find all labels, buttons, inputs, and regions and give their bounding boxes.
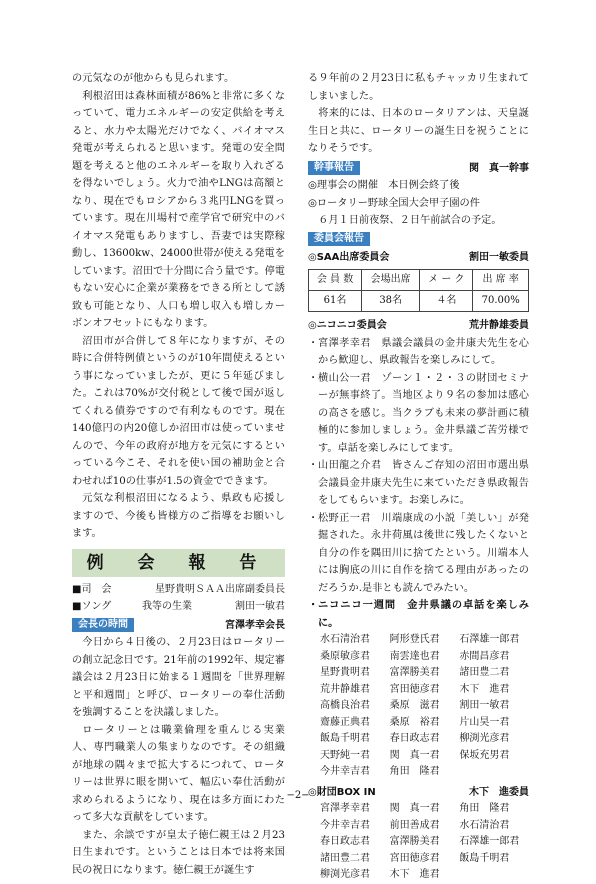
member-name: 富澤勝美君	[389, 667, 440, 678]
niko-item: 宮澤孝幸君 県議会議員の金井康夫先生を心から歓迎し、県政報告を楽しみにして。	[318, 337, 529, 366]
member-name: 荒井静雄君	[320, 683, 370, 695]
secretary-header	[308, 160, 529, 178]
member-name: 今井幸吉君	[320, 766, 370, 777]
secretary-item: ◎理事会の開催 本日例会終了後	[308, 180, 460, 191]
member-name: 石澤雄一郎君	[459, 836, 520, 847]
member-name: 星野貴明君	[320, 667, 370, 678]
table-header: 出 席 率	[473, 270, 529, 291]
niko-name: 荒井静雄委員	[469, 320, 529, 331]
member-name: 割田一敏君	[459, 700, 510, 711]
member-name: 片山昊一君	[459, 716, 510, 728]
member-name: 木下 進君	[389, 869, 440, 880]
committee-header	[308, 232, 529, 246]
box-name-grid	[308, 801, 529, 884]
member-name: 阿形登氏君	[389, 634, 440, 645]
member-name: 水石清治君	[320, 634, 370, 645]
paragraph: 利根沼田は森林面積が86%と非常に多くなっていて、電力エネルギーの安定供給を考えると、水力や太陽光だけでなく、バイオマス発電が考えられると思います。発電の安全問題を考えると他のエネルギーを取り入れざるを得ないでしょう。火力で油やLNGは高額となり、現在でもロシアから３兆円LNGを買っています。現在川場村で産学官で研究中のバイオマス発電もありますし、吾妻では実際稼動し、13600kw、24000世帯が使える発電をしています。沼田で十分間に合う量です。停電もない安心に企業が業務をできる所として誘致も可能となり、人口も増し収入も増しカーボンオフセットにもなります。	[72, 90, 285, 329]
member-name: 南雲達也君	[389, 650, 440, 662]
secretary-item: ６月１日前夜祭、２日午前試合の予定。	[318, 215, 502, 226]
list-item: ・ 山田龍之介君 皆さんご存知の沼田市選出県会議員金井康夫先生に来ていただき県政報告をしてもらいます。お楽しみに。	[308, 457, 529, 510]
niko-name-grid	[308, 632, 529, 781]
niko-item: 横山公一君 ゾーン１・２・３の財団セミナーが無事終了。当地区より９名の参加は感心の高さを感じ。当クラブも未来の夢計画に積極的に参加しましょう。金井県議ご苦労様です。卓話を楽しみにしてます。	[318, 372, 529, 454]
member-name: 宮澤孝幸君	[320, 803, 370, 814]
list-item: ・ 横山公一君 ゾーン１・２・３の財団セミナーが無事終了。当地区より９名の参加は感心の高さを感じ。当クラブも未来の夢計画に積極的に参加しましょう。金井県議ご苦労様です。卓話を楽しみにしてます。	[308, 370, 529, 458]
left-column	[72, 70, 285, 879]
member-name: 飯島千明君	[459, 852, 510, 864]
paragraph: る９年前の２月23日に私もチャッカリ生まれてしまいました。	[308, 73, 529, 102]
niko-item: ニコニコ一週間 金井県議の卓話を楽しみに。	[318, 600, 529, 629]
member-name: 赤間昌彦君	[459, 650, 510, 662]
song-value: 我等の生業	[142, 600, 192, 612]
member-name: 今井幸吉君	[320, 819, 370, 831]
member-name: 関 真一君	[389, 749, 440, 761]
niko-item: 山田龍之介君 皆さんご存知の沼田市選出県会議員金井康夫先生に来ていただき県政報告をしてもらいます。お楽しみに。	[318, 460, 529, 506]
table-row	[309, 270, 529, 291]
member-name: 宮田徳彦君	[389, 683, 440, 695]
paragraph: の元気なのが他からも見られます。	[72, 73, 235, 84]
box-title: ◎財団BOX IN	[308, 786, 376, 798]
saa-header	[308, 249, 529, 267]
list-item: ・ 宮澤孝幸君 県議会議員の金井康夫先生を心から歓迎し、県政報告を楽しみにして。	[308, 335, 529, 370]
chair-value: 星野貴明ＳＡＡ出席副委員長	[155, 583, 285, 595]
member-name: 春日政志君	[320, 836, 370, 847]
table-cell: 61名	[309, 291, 362, 312]
niko-item: 松野正一君 川端康成の小説「美しい」が発掘された。永井荷風は後世に残したくないと自分の作を隅田川に捨てたという。川端本人には胸底の川に自作を捨てる理由があったのだろうか.是非とも読んでみたい。	[318, 512, 529, 594]
paragraph: 元気な利根沼田になるよう、県政も応援しますので、今後も皆様方のご指導をお願いします。	[72, 493, 285, 539]
table-header: 会 員 数	[309, 270, 362, 291]
president-tag: 会長の時間	[72, 618, 134, 632]
president-header	[72, 617, 285, 635]
chair-label: ■司 会	[72, 583, 112, 595]
member-name: 木下 進君	[459, 683, 510, 695]
secretary-name: 関 真一幹事	[469, 162, 529, 174]
chair-row	[72, 581, 285, 598]
table-cell: ４名	[420, 291, 473, 312]
member-name: 角田 隆君	[389, 766, 440, 777]
secretary-item: ◎ロータリー野球全国大会甲子園の件	[308, 197, 480, 209]
member-name: 桑原 裕君	[389, 716, 440, 728]
table-header: 会場出席	[362, 270, 420, 291]
paragraph: 今日から４日後の、２月23日はロータリーの創立記念日です。21年前の1992年、規定審議会は２月23日に始まる１週間を「世界理解と平和週間」と呼び、ロータリーの奉仕活動を強調することを決議しました。	[72, 637, 285, 718]
right-column	[308, 70, 529, 884]
member-name: 宮田徳彦君	[389, 852, 440, 864]
member-name: 角田 隆君	[459, 803, 510, 814]
song-name: 割田一敏君	[235, 600, 285, 612]
member-name: 水石清治君	[459, 819, 510, 831]
member-name: 柳渕光彦君	[320, 869, 370, 880]
member-name: 前田善成君	[389, 819, 440, 831]
member-name: 諸田豊二君	[320, 852, 370, 864]
song-label: ■ソング	[72, 600, 112, 612]
secretary-tag: 幹事報告	[308, 161, 360, 175]
paragraph: ロータリーとは職業倫理を重んじる実業人、専門職業人の集まりなのです。その組織が地球の隅々まで拡大するにつれて、ロータリーは世界に眼を開いて、幅広い奉仕活動が求められるようになり、現在は多方面にわたって多大な貢献をしています。	[72, 724, 285, 823]
committee-tag: 委員会報告	[308, 232, 370, 246]
paragraph: 将来的には、日本のロータリアンは、天皇誕生日と共に、ロータリーの誕生日を祝うことになりそうです。	[308, 108, 529, 154]
member-name: 諸田豊二君	[459, 667, 510, 678]
member-name: 石澤雄一郎君	[459, 634, 520, 645]
meeting-report-banner: 例 会 報 告	[72, 549, 285, 577]
member-name: 富澤勝美君	[389, 836, 440, 847]
president-name: 宮澤孝幸会長	[225, 619, 285, 631]
table-cell: 70.00%	[473, 291, 529, 312]
member-name: 桑原 滋君	[389, 700, 440, 711]
member-name: 保坂充男君	[459, 749, 510, 761]
table-cell: 38名	[362, 291, 420, 312]
member-name	[459, 764, 529, 781]
niko-header	[308, 317, 529, 335]
member-name: 桑原敏彦君	[320, 650, 370, 662]
member-name: 関 真一君	[389, 803, 440, 814]
member-name: 春日政志君	[389, 733, 440, 744]
niko-title: ◎ニコニコ委員会	[308, 320, 387, 331]
paragraph: 沼田市が合併して８年になりますが、その時に合併特例債というのが10年間使えるという事になっていましたが、更に５年延びました。これは70%が交付税として後で国が返してくれる債券ですので有利なものです。現在140億円の内20億しか沼田市は使っていませんので、今年の政府が地方を元気にするといっている今こそ、それを使い国の補助金と合わせれば10の仕事が1.5の資金でできます。	[72, 335, 285, 487]
member-name: 高橋良治君	[320, 700, 370, 711]
list-item: ・ 松野正一君 川端康成の小説「美しい」が発掘された。永井荷風は後世に残したくないと自分の作を隅田川に捨てたという。川端本人には胸底の川に自作を捨てる理由があったのだろうか.是非とも読んでみたい。	[308, 510, 529, 598]
member-name: 齋藤正典君	[320, 716, 370, 728]
member-name: 天野純一君	[320, 749, 370, 761]
list-item: ・ ニコニコ一週間 金井県議の卓話を楽しみに。	[308, 597, 529, 632]
table-row	[309, 291, 529, 312]
attendance-table	[308, 269, 529, 312]
member-name: 飯島千明君	[320, 733, 370, 744]
box-name: 木下 進委員	[469, 786, 529, 798]
saa-title: ◎SAA出席委員会	[308, 251, 390, 263]
member-name	[459, 867, 529, 884]
song-row	[72, 598, 285, 615]
paragraph: また、余談ですが皇太子徳仁親王は２月23日生まれです。ということは日本では将来国民の祝日になります。徳仁親王が誕生す	[72, 829, 285, 876]
table-header: メ ー ク	[420, 270, 473, 291]
saa-name: 割田一敏委員	[469, 251, 529, 263]
member-name: 柳渕光彦君	[459, 733, 510, 744]
page-number: −2−	[286, 790, 310, 801]
